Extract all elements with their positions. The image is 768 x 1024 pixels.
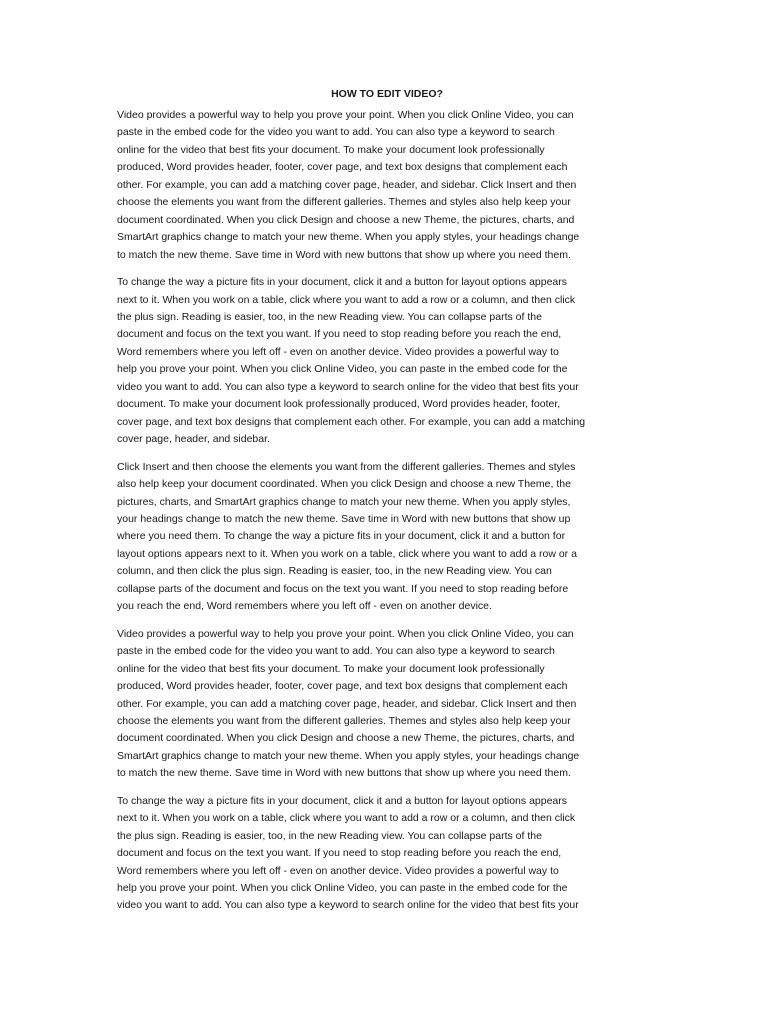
paragraph-line: To change the way a picture fits in your document, click it and a button for layout options appears: [117, 276, 568, 289]
paragraph-line: next to it. When you work on a table, click where you want to add a row or a column, and then click: [117, 293, 576, 306]
paragraph-line: SmartArt graphics change to match your new theme. When you apply styles, your headings change: [117, 749, 580, 762]
paragraph-line: Video provides a powerful way to help you prove your point. When you click Online Video, you can: [117, 109, 574, 121]
paragraph-line: online for the video that best fits your document. To make your document look professionally: [117, 143, 545, 156]
paragraph-line: to match the new theme. Save time in Word with new buttons that show up where you need them.: [117, 248, 571, 261]
paragraph-line: document and focus on the text you want. If you need to stop reading before you reach the end,: [117, 328, 562, 341]
paragraph-line: document coordinated. When you click Design and choose a new Theme, the pictures, charts, and: [117, 213, 575, 226]
paragraph-line: Word remembers where you left off - even on another device. Video provides a powerful way to: [117, 345, 559, 358]
paragraph-line: Click Insert and then choose the elements you want from the different galleries. Themes and styles: [117, 460, 576, 473]
paragraph: [117, 626, 657, 783]
paragraph-line: the plus sign. Reading is easier, too, in the new Reading view. You can collapse parts of the: [117, 310, 542, 323]
paragraph-line: also help keep your document coordinated. When you click Design and choose a new Theme, the: [117, 478, 571, 491]
paragraph-line: to match the new theme. Save time in Word with new buttons that show up where you need them.: [117, 767, 571, 780]
paragraph-line: you reach the end, Word remembers where you left off - even on another device.: [117, 600, 492, 613]
paragraph-line: SmartArt graphics change to match your new theme. When you apply styles, your headings change: [117, 231, 580, 244]
paragraph-line: video you want to add. You can also type a keyword to search online for the video that best fits your: [117, 380, 579, 393]
paragraph-container: [117, 107, 657, 915]
paragraph-line: online for the video that best fits your document. To make your document look professionally: [117, 662, 545, 675]
paragraph: [117, 793, 657, 915]
paragraph-line: Video provides a powerful way to help you prove your point. When you click Online Video, you can: [117, 627, 574, 640]
paragraph-line: paste in the embed code for the video you want to add. You can also type a keyword to search: [117, 126, 555, 139]
paragraph-line: document and focus on the text you want. If you need to stop reading before you reach the end,: [117, 847, 562, 860]
paragraph-line: document coordinated. When you click Design and choose a new Theme, the pictures, charts, and: [117, 732, 575, 745]
paragraph-line: the plus sign. Reading is easier, too, in the new Reading view. You can collapse parts of the: [117, 829, 542, 842]
paragraph-line: cover page, and text box designs that complement each other. For example, you can add a matching: [117, 415, 586, 428]
paragraph-line: produced, Word provides header, footer, cover page, and text box designs that complement each: [117, 680, 568, 693]
paragraph-line: your headings change to match the new theme. Save time in Word with new buttons that show up: [117, 512, 571, 525]
paragraph-line: collapse parts of the document and focus on the text you want. If you need to stop reading before: [117, 582, 569, 595]
paragraph-line: produced, Word provides header, footer, cover page, and text box designs that complement each: [117, 161, 568, 174]
paragraph-line: video you want to add. You can also type a keyword to search online for the video that best fits your: [117, 899, 579, 912]
paragraph-line: other. For example, you can add a matching cover page, header, and sidebar. Click Insert and then: [117, 178, 577, 191]
paragraph-line: help you prove your point. When you click Online Video, you can paste in the embed code for the: [117, 363, 568, 376]
paragraph-line: cover page, header, and sidebar.: [117, 433, 270, 446]
paragraph-line: choose the elements you want from the different galleries. Themes and styles also help keep your: [117, 196, 571, 209]
paragraph: [117, 459, 657, 616]
paragraph-line: help you prove your point. When you click Online Video, you can paste in the embed code for the: [117, 882, 568, 895]
paragraph-line: other. For example, you can add a matching cover page, header, and sidebar. Click Insert and then: [117, 697, 577, 710]
paragraph-line: next to it. When you work on a table, click where you want to add a row or a column, and then click: [117, 812, 576, 825]
paragraph-line: Word remembers where you left off - even on another device. Video provides a powerful way to: [117, 864, 559, 877]
paragraph-line: choose the elements you want from the different galleries. Themes and styles also help keep your: [117, 714, 571, 727]
paragraph-line: layout options appears next to it. When you work on a table, click where you want to add a row or a: [117, 547, 577, 560]
paragraph-line: document. To make your document look professionally produced, Word provides header, footer,: [117, 398, 561, 411]
paragraph-line: where you need them. To change the way a picture fits in your document, click it and a button for: [117, 530, 566, 543]
document-body: [117, 86, 657, 925]
paragraph: [117, 274, 657, 449]
paragraph: [117, 107, 657, 264]
paragraph-line: paste in the embed code for the video you want to add. You can also type a keyword to search: [117, 645, 555, 658]
paragraph-line: pictures, charts, and SmartArt graphics change to match your new theme. When you apply styles,: [117, 495, 571, 508]
document-title: HOW TO EDIT VIDEO?: [331, 88, 443, 100]
paragraph-line: To change the way a picture fits in your document, click it and a button for layout options appears: [117, 794, 568, 807]
paragraph-line: column, and then click the plus sign. Reading is easier, too, in the new Reading view. You can: [117, 565, 552, 578]
